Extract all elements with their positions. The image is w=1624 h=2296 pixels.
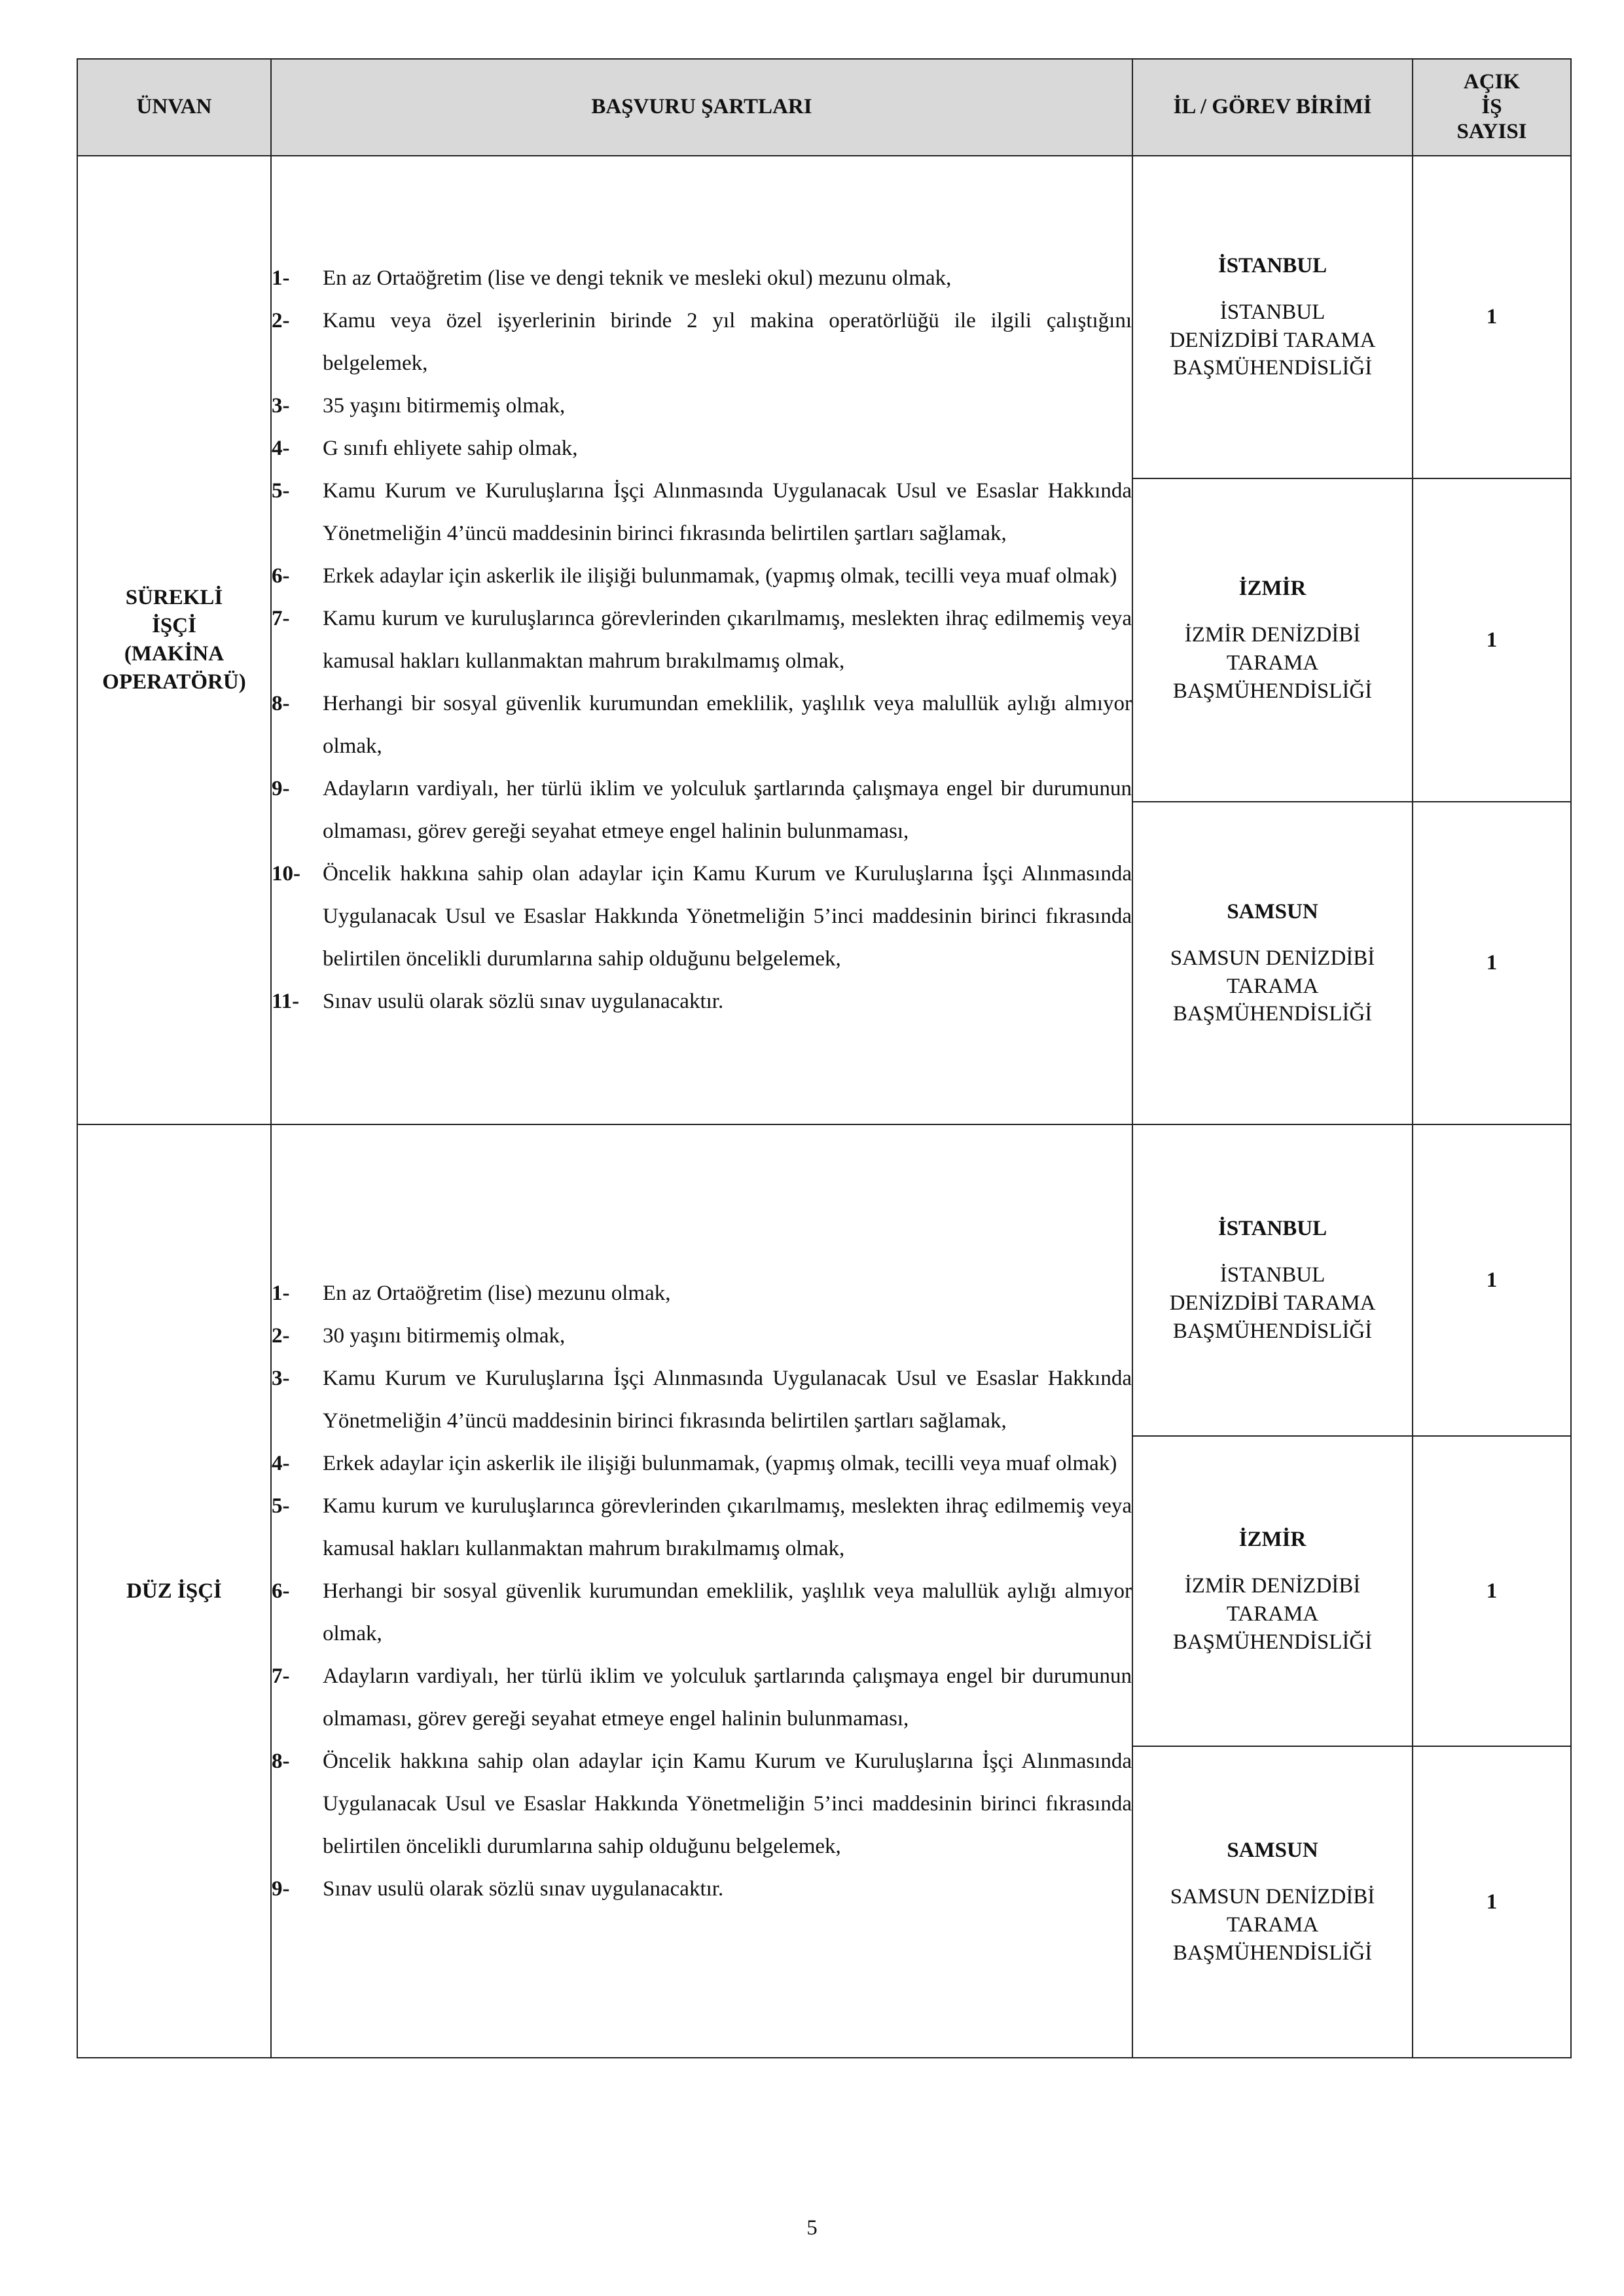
position-title <box>77 1124 271 2058</box>
unit-name-line: BAŞMÜHENDİSLİĞİ <box>1172 679 1373 703</box>
header-unit: İL / GÖREV BİRİMİ <box>1132 59 1413 156</box>
requirement-number: 1- <box>272 266 290 290</box>
unit-name-line: BAŞMÜHENDİSLİĞİ <box>1172 1002 1373 1026</box>
unit-name-line: SAMSUN DENİZDİBİ <box>1170 946 1375 970</box>
requirement-number: 9- <box>272 777 290 800</box>
requirement-item <box>272 683 1132 768</box>
requirement-text: Herhangi bir sosyal güvenlik kurumundan emeklilik, yaşlılık veya malullük aylığı almıyor olmak, <box>323 692 1132 758</box>
unit-name-line: İZMİR DENİZDİBİ <box>1184 623 1361 647</box>
requirement-number: 11- <box>272 990 300 1013</box>
duty-unit <box>1132 156 1413 478</box>
requirement-text: Öncelik hakkına sahip olan adaylar için Kamu Kurum ve Kuruluşlarına İşçi Alınmasında Uygulanacak Usul ve Esaslar Hakkında Yönetmeliğin 5’inci maddesinin birinci fıkrasında belirtilen öncelikli durumlarına sahip olduğunu belgelemek, <box>323 1749 1132 1858</box>
requirement-text: 30 yaşını bitirmemiş olmak, <box>323 1323 566 1348</box>
requirement-item <box>272 1655 1132 1740</box>
requirement-number: 8- <box>272 692 290 715</box>
requirement-text: Herhangi bir sosyal güvenlik kurumundan emeklilik, yaşlılık veya malullük aylığı almıyor olmak, <box>323 1579 1132 1645</box>
header-title: ÜNVAN <box>77 59 271 156</box>
requirement-number: 7- <box>272 1664 290 1688</box>
requirement-text: 35 yaşını bitirmemiş olmak, <box>323 394 566 418</box>
requirement-item <box>272 1357 1132 1443</box>
open-count: 1 <box>1413 1436 1571 1746</box>
duty-unit <box>1132 802 1413 1124</box>
unit-city: İZMİR <box>1238 577 1307 601</box>
requirement-text: Adayların vardiyalı, her türlü iklim ve yolculuk şartlarında çalışmaya engel bir durumunun olmaması, görev gereği seyahat etmeye engel halinin bulunmaması, <box>323 1664 1132 1731</box>
unit-city: SAMSUN <box>1227 1839 1318 1863</box>
requirement-number: 7- <box>272 607 290 630</box>
requirement-text: Öncelik hakkına sahip olan adaylar için Kamu Kurum ve Kuruluşlarına İşçi Alınmasında Uygulanacak Usul ve Esaslar Hakkında Yönetmeliğin 5’inci maddesinin birinci fıkrasında belirtilen öncelikli durumlarına sahip olduğunu belgelemek, <box>323 862 1132 971</box>
requirement-text: Kamu kurum ve kuruluşlarınca görevlerinden çıkarılmamış, meslekten ihraç edilmemiş veya kamusal hakları kullanmaktan mahrum bırakılmamış olmak, <box>323 607 1132 673</box>
requirement-text: G sınıfı ehliyete sahip olmak, <box>323 437 578 460</box>
requirement-text: En az Ortaöğretim (lise ve dengi teknik ve mesleki okul) mezunu olmak, <box>323 266 952 290</box>
header-row <box>77 59 1571 156</box>
requirement-number: 8- <box>272 1749 290 1773</box>
requirement-item <box>272 980 1132 1023</box>
position-title-line: SÜREKLİ <box>125 586 223 610</box>
open-count: 1 <box>1413 1124 1571 1436</box>
requirement-item <box>272 300 1132 385</box>
duty-unit <box>1132 478 1413 802</box>
requirement-item <box>272 427 1132 470</box>
unit-name-line: TARAMA <box>1226 974 1319 998</box>
requirements-list <box>272 1272 1132 1910</box>
requirement-text: Adayların vardiyalı, her türlü iklim ve yolculuk şartlarında çalışmaya engel bir durumunun olmaması, görev gereği seyahat etmeye engel halinin bulunmaması, <box>323 777 1132 843</box>
unit-city: İSTANBUL <box>1218 253 1327 278</box>
requirement-item <box>272 555 1132 598</box>
requirement-item <box>272 1272 1132 1315</box>
unit-name-line: BAŞMÜHENDİSLİĞİ <box>1172 1941 1373 1965</box>
requirement-number: 2- <box>272 309 290 332</box>
unit-name-line: BAŞMÜHENDİSLİĞİ <box>1172 356 1373 380</box>
open-count: 1 <box>1413 156 1571 478</box>
unit-name-line: İZMİR DENİZDİBİ <box>1184 1574 1361 1598</box>
requirements-list <box>272 257 1132 1023</box>
job-listing-table <box>77 58 1572 2058</box>
unit-city: SAMSUN <box>1227 899 1318 924</box>
requirement-number: 9- <box>272 1876 290 1901</box>
requirement-text: Kamu veya özel işyerlerinin birinde 2 yıl makina operatörlüğü ile ilgili çalıştığını belgelemek, <box>323 309 1132 375</box>
unit-name-line: TARAMA <box>1226 1602 1319 1626</box>
requirement-text: Erkek adaylar için askerlik ile ilişiği bulunmamak, (yapmış olmak, tecilli veya muaf olmak) <box>323 1451 1117 1475</box>
header-requirements: BAŞVURU ŞARTLARI <box>271 59 1132 156</box>
requirement-item <box>272 1740 1132 1868</box>
requirement-item <box>272 768 1132 853</box>
requirement-item <box>272 1315 1132 1357</box>
open-count: 1 <box>1413 478 1571 802</box>
unit-name-line: İSTANBUL <box>1219 300 1326 324</box>
page-number: 5 <box>806 2216 818 2240</box>
unit-city: İZMİR <box>1238 1528 1307 1552</box>
unit-name-line: TARAMA <box>1226 651 1319 675</box>
requirement-number: 3- <box>272 1366 290 1390</box>
position-title <box>77 156 271 1124</box>
table-row <box>77 1124 1571 1436</box>
header-open-count-text: AÇIK İŞ SAYISI <box>1456 70 1527 143</box>
requirement-item <box>272 385 1132 427</box>
requirement-text: Erkek adaylar için askerlik ile ilişiği bulunmamak, (yapmış olmak, tecilli veya muaf olmak) <box>323 564 1117 588</box>
unit-name-line: DENİZDİBİ TARAMA <box>1169 328 1376 352</box>
requirement-number: 10- <box>272 862 300 886</box>
unit-name-line: DENİZDİBİ TARAMA <box>1169 1291 1376 1315</box>
unit-name-line: BAŞMÜHENDİSLİĞİ <box>1172 1630 1373 1654</box>
requirement-item <box>272 853 1132 980</box>
requirement-number: 5- <box>272 1494 290 1518</box>
unit-name-line: İSTANBUL <box>1219 1263 1326 1287</box>
unit-name-line: SAMSUN DENİZDİBİ <box>1170 1885 1375 1909</box>
requirement-text: Sınav usulü olarak sözlü sınav uygulanacaktır. <box>323 990 724 1013</box>
requirement-number: 2- <box>272 1323 290 1348</box>
requirements-cell <box>271 1124 1132 2058</box>
requirement-number: 3- <box>272 394 290 418</box>
table-row <box>77 156 1571 478</box>
requirement-item <box>272 1485 1132 1570</box>
duty-unit <box>1132 1746 1413 2058</box>
duty-unit <box>1132 1124 1413 1436</box>
duty-unit <box>1132 1436 1413 1746</box>
requirement-item <box>272 257 1132 300</box>
unit-city: İSTANBUL <box>1218 1217 1327 1241</box>
position-title-line: İŞÇİ <box>152 614 196 638</box>
requirement-number: 4- <box>272 437 290 460</box>
unit-name-line: BAŞMÜHENDİSLİĞİ <box>1172 1319 1373 1343</box>
requirement-item <box>272 1570 1132 1655</box>
requirement-item <box>272 470 1132 555</box>
position-title-line: OPERATÖRÜ) <box>102 670 246 694</box>
requirement-number: 4- <box>272 1451 290 1475</box>
requirement-item <box>272 1443 1132 1485</box>
requirement-item <box>272 598 1132 683</box>
requirement-number: 5- <box>272 479 290 503</box>
requirement-text: Kamu kurum ve kuruluşlarınca görevlerinden çıkarılmamış, meslekten ihraç edilmemiş veya kamusal hakları kullanmaktan mahrum bırakılmamış olmak, <box>323 1494 1132 1560</box>
position-title-line: (MAKİNA <box>124 642 225 666</box>
header-open-count <box>1413 59 1571 156</box>
open-count: 1 <box>1413 802 1571 1124</box>
requirement-item <box>272 1868 1132 1910</box>
requirement-text: Kamu Kurum ve Kuruluşlarına İşçi Alınmasında Uygulanacak Usul ve Esaslar Hakkında Yönetmeliğin 4’üncü maddesinin birinci fıkrasında belirtilen şartları sağlamak, <box>323 479 1132 545</box>
requirement-number: 1- <box>272 1281 290 1305</box>
requirement-number: 6- <box>272 1579 290 1603</box>
requirements-cell <box>271 156 1132 1124</box>
requirement-text: En az Ortaöğretim (lise) mezunu olmak, <box>323 1281 671 1305</box>
position-title-line: DÜZ İŞÇİ <box>126 1579 222 1603</box>
requirement-text: Sınav usulü olarak sözlü sınav uygulanacaktır. <box>323 1876 724 1901</box>
unit-name-line: TARAMA <box>1226 1913 1319 1937</box>
open-count: 1 <box>1413 1746 1571 2058</box>
requirement-text: Kamu Kurum ve Kuruluşlarına İşçi Alınmasında Uygulanacak Usul ve Esaslar Hakkında Yönetmeliğin 4’üncü maddesinin birinci fıkrasında belirtilen şartları sağlamak, <box>323 1366 1132 1433</box>
requirement-number: 6- <box>272 564 290 588</box>
